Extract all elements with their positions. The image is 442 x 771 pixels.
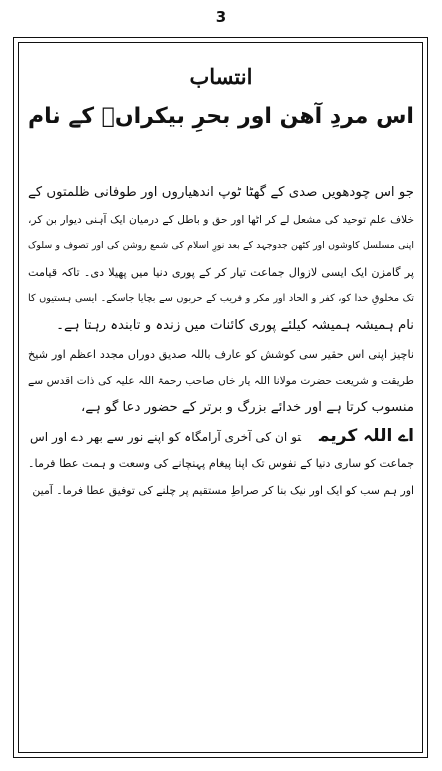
dedication-title: انتساب	[189, 64, 253, 89]
page-number: 3	[215, 8, 227, 26]
paragraph-1	[28, 180, 414, 340]
text-line: اور ہم سب کو ایک اور نیک بنا کر صراطِ مستقیم پر چلنے کی توفیق عطا فرما۔ آمین	[32, 483, 414, 497]
text-line	[28, 423, 414, 451]
text-line: تک مخلوقِ خدا کو، کفر و الحاد اور مکر و فریب کے حربوں سے بچایا جاسکے۔ ایسی ہستیوں کا	[28, 293, 414, 305]
paragraph-2	[28, 342, 414, 422]
text-line: جماعت کو ساری دنیا کے نفوس تک اپنا پیغام پہنچانے کی وسعت و ہمت عطا فرما۔	[28, 456, 414, 470]
text-line: خلاف علم توحید کی مشعل لے کر اٹھا اور حق و باطل کے درمیان ایک آہنی دیوار بن کر،	[28, 213, 414, 226]
text-line: ناچیز اپنی اس حقیر سی کوشش کو عارف باللہ صدیق دوراں مجدد اعظم اور شیخ	[28, 347, 414, 361]
text-line: اپنی مسلسل کاوشوں اور کٹھن جدوجہد کے بعد نورِ اسلام کی شمع روشن کی اور تصوف و سلوک	[28, 240, 414, 252]
dedication-body	[28, 180, 414, 504]
text-line: نام ہمیشہ ہمیشہ کیلئے پوری کائنات میں زندہ و تابندہ رہتا ہے۔	[56, 317, 414, 333]
text-line: پر گامزن ایک ایسی لازوال جماعت تیار کر کے پوری دنیا میں پھیلا دی۔ تاکہ قیامت	[28, 265, 414, 279]
dedication-content	[28, 60, 414, 740]
dedication-subtitle: اس مردِ آھن اور بحرِ بیکراںؒ کے نام	[28, 104, 414, 129]
prayer-heading: اے اللہ کریم	[319, 426, 414, 447]
prayer-line: تو ان کی آخری آرامگاہ کو اپنے نور سے بھر دے اور اس	[30, 430, 302, 445]
text-line: جو اس چودھویں صدی کے گھٹا ٹوپ اندھیاروں اور طوفانی ظلمتوں کے	[28, 185, 414, 200]
text-line: طریقت و شریعت حضرت مولانا اللہ یار خاں صاحب رحمۃ اللہ علیہ کی ذات اقدس سے	[28, 375, 414, 388]
prayer-paragraph	[28, 423, 414, 504]
text-line: منسوب کرتا ہے اور خدائے بزرگ و برتر کے حضور دعا گو ہے،	[80, 399, 414, 415]
